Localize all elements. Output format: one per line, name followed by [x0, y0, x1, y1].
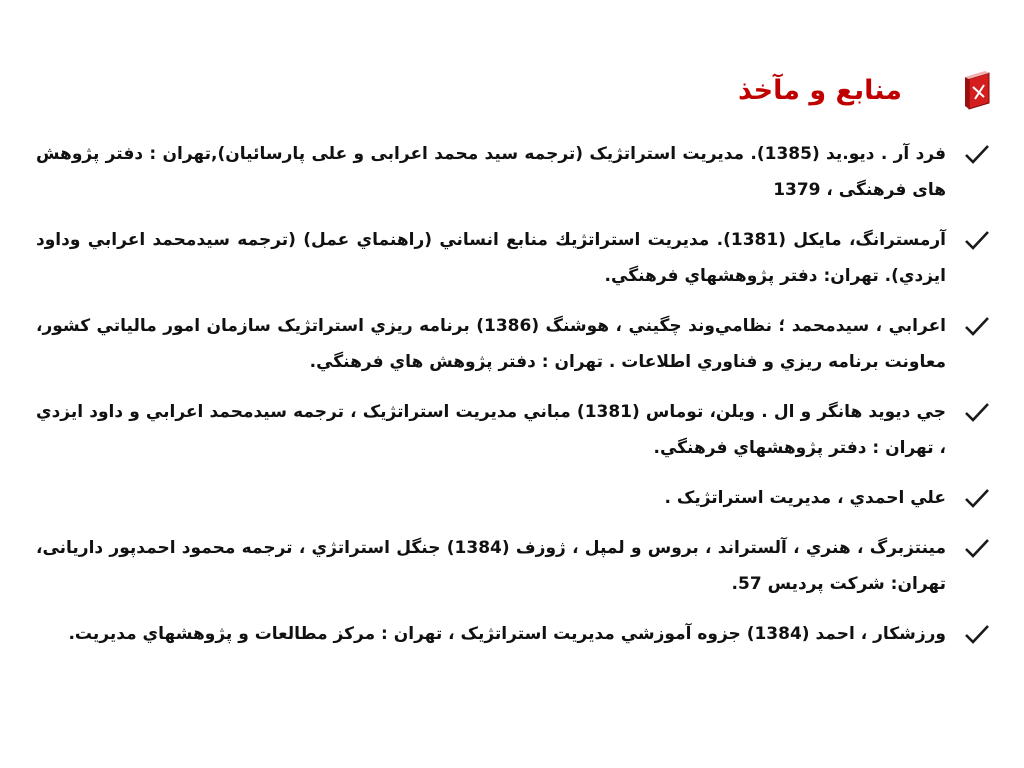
- page-title: منابع و مآخذ: [738, 74, 902, 106]
- reference-list: [36, 136, 990, 666]
- list-item: [36, 530, 990, 602]
- title-row: [738, 62, 992, 118]
- checkmark-icon: [964, 229, 990, 251]
- reference-text: اعرابي ، سيدمحمد ؛ نظامي‌وند چگيني ، هوشنگ (1386) برنامه ريزي استراتژيک سازمان امور مالياتي کشور، معاونت برنامه ريزي و فناوري اطلاعات . تهران : دفتر پژوهش هاي فرهنگي.: [36, 316, 947, 372]
- book-icon: [962, 70, 992, 110]
- checkmark-icon: [964, 143, 990, 165]
- list-item: [36, 136, 990, 208]
- reference-text: جي ديويد هانگر و ال . ويلن، توماس (1381) مباني مديريت استراتژيک ، ترجمه سيدمحمد اعرابي و داود ايزدي ، تهران : دفتر پژوهشهاي فرهنگي.: [36, 402, 946, 458]
- reference-text: ورزشكار ، احمد (1384) جزوه آموزشي مديريت استراتژيک ، تهران : مرکز مطالعات و پژوهشهاي مديريت.: [68, 624, 946, 644]
- list-item: [36, 616, 990, 652]
- checkmark-icon: [964, 487, 990, 509]
- list-item: [36, 394, 990, 466]
- reference-text: مينتزبرگ ، هنري ، آلستراند ، بروس و لمپل ، ژوزف (1384) جنگل استراتژي ، ترجمه محمود احمدپور داریانی، تهران: شرکت پرديس 57.: [36, 538, 946, 594]
- list-item: [36, 308, 990, 380]
- checkmark-icon: [964, 315, 990, 337]
- reference-text: آرمسترانگ، مايكل (1381). مديريت استراتژيك منابع انساني (راهنماي عمل) (ترجمه سيدمحمد اعرابي وداود ايزدي). تهران: دفتر پژوهشهاي فرهنگي.: [36, 230, 946, 286]
- checkmark-icon: [964, 401, 990, 423]
- reference-text: فرد آر . ديو.يد (1385). مديريت استراتژيک (ترجمه سيد محمد اعرابی و علی پارسائيان),تهران : دفتر پژوهش های فرهنگی ، 1379: [36, 144, 946, 200]
- checkmark-icon: [964, 537, 990, 559]
- reference-text: علي احمدي ، مديريت استراتژيک .: [664, 488, 946, 508]
- list-item: [36, 480, 990, 516]
- checkmark-icon: [964, 623, 990, 645]
- list-item: [36, 222, 990, 294]
